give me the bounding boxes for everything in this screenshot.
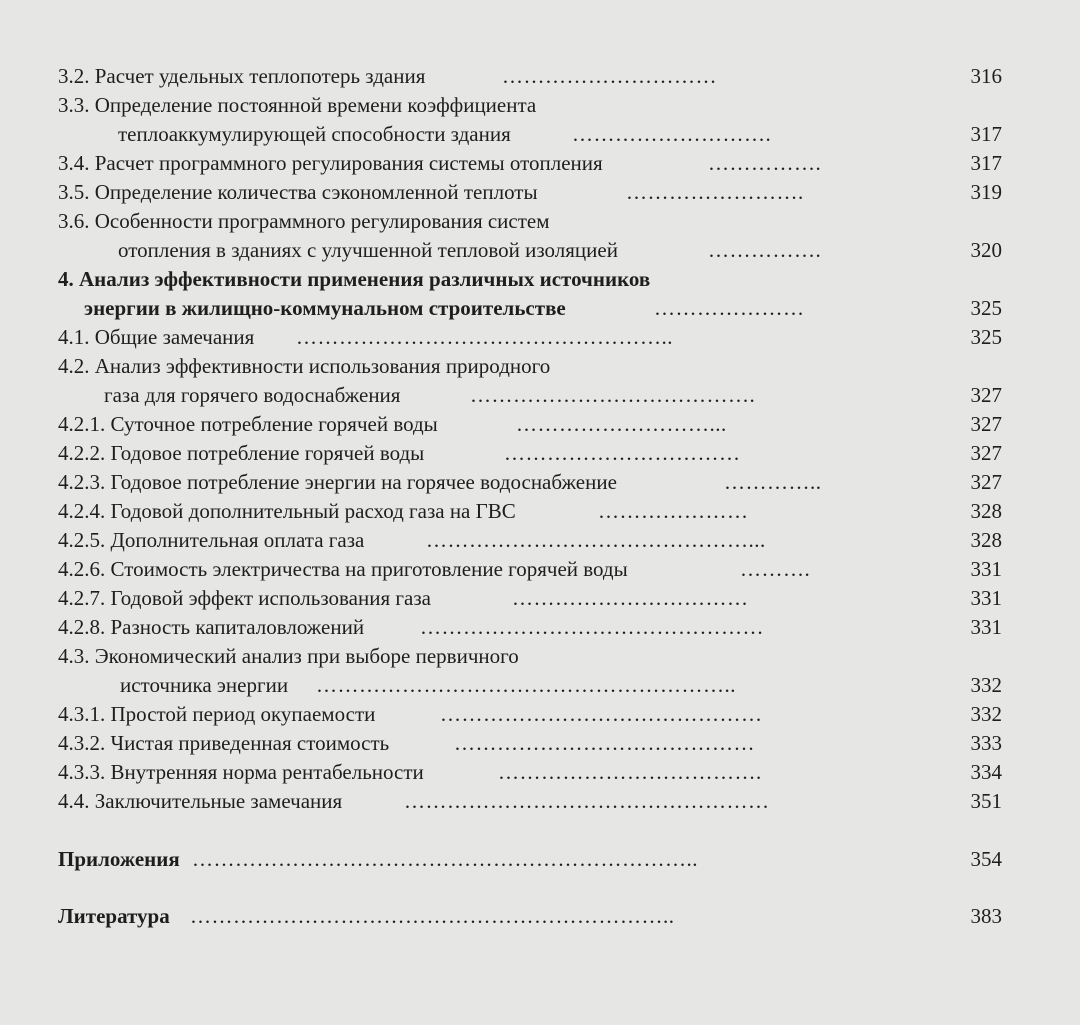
toc-entry-text: газа для горячего водоснабжения — [104, 383, 401, 407]
toc-entry-text: Приложения — [58, 847, 180, 871]
toc-entry-text: отопления в зданиях с улучшенной тепловой изоляцией — [118, 238, 618, 262]
toc-page-number: 325 — [970, 325, 1002, 349]
toc-page-number: 334 — [970, 760, 1002, 784]
toc-leader-dots: ………………………. — [572, 122, 772, 146]
toc-leader-dots: ………………………………. — [498, 760, 762, 784]
toc-entry-text: 4.3. Экономический анализ при выборе первичного — [58, 644, 519, 668]
toc-page-number: 351 — [970, 789, 1002, 813]
toc-leader-dots: …………………………… — [504, 441, 741, 465]
toc-page-number: 316 — [970, 64, 1002, 88]
toc-leader-dots: ………….. — [724, 470, 822, 494]
toc-entry-text: 3.4. Расчет программного регулирования системы отопления — [58, 151, 603, 175]
toc-page-number: 383 — [970, 904, 1002, 928]
toc-entry-text: 4.2.7. Годовой эффект использования газа — [58, 586, 431, 610]
toc-entry-text: 4.3.1. Простой период окупаемости — [58, 702, 376, 726]
toc-entry-text: источника энергии — [120, 673, 289, 697]
toc-leader-dots: ……………. — [708, 151, 822, 175]
toc-page-number: 333 — [970, 731, 1002, 755]
toc-leader-dots: ………………………... — [516, 412, 727, 436]
toc-entry-text: 4.2.8. Разность капиталовложений — [58, 615, 365, 639]
toc-leader-dots: ………………………………………… — [420, 615, 764, 639]
toc-page-number: 320 — [970, 238, 1002, 262]
toc-page-number: 327 — [970, 441, 1002, 465]
toc-page-number: 331 — [970, 586, 1002, 610]
toc-leader-dots: ………………………………………………….. — [316, 673, 736, 697]
toc-entry-text: 4.3.2. Чистая приведенная стоимость — [58, 731, 390, 755]
toc-leader-dots: ………………… — [654, 296, 805, 320]
toc-leader-dots: ………………………………………... — [426, 528, 766, 552]
toc-leader-dots: …………………………………. — [470, 383, 756, 407]
toc-page-number: 327 — [970, 383, 1002, 407]
toc-page-number: 319 — [970, 180, 1002, 204]
toc-page-number: 327 — [970, 412, 1002, 436]
toc-entry-text: 3.6. Особенности программного регулирования систем — [58, 209, 550, 233]
toc-entry-text: 3.3. Определение постоянной времени коэффициента — [58, 93, 537, 117]
toc-entry-text: 3.2. Расчет удельных теплопотерь здания — [58, 64, 426, 88]
toc-page-number: 317 — [970, 151, 1002, 175]
toc-leader-dots: …………………………………………… — [404, 789, 770, 813]
toc-leader-dots: ……………………………………… — [440, 702, 763, 726]
toc-leader-dots: …………………………………………….. — [296, 325, 673, 349]
toc-page-number: 327 — [970, 470, 1002, 494]
toc-leader-dots: …………………………… — [512, 586, 749, 610]
toc-entry-text: 4.2.1. Суточное потребление горячей воды — [58, 412, 438, 436]
toc-entry-text: 4.2.3. Годовое потребление энергии на горячее водоснабжение — [58, 470, 617, 494]
toc-entry-text: 4.1. Общие замечания — [58, 325, 255, 349]
toc-entry-text: Литература — [58, 904, 170, 928]
toc-page-number: 328 — [970, 528, 1002, 552]
toc-entry-text: 3.5. Определение количества сэкономленной теплоты — [58, 180, 538, 204]
toc-entry-text: 4.2. Анализ эффективности использования природного — [58, 354, 551, 378]
toc-page-number: 317 — [970, 122, 1002, 146]
toc-entry-text: 4.2.6. Стоимость электричества на приготовление горячей воды — [58, 557, 628, 581]
toc-leader-dots: …………………………………… — [454, 731, 755, 755]
toc-entry-text: 4. Анализ эффективности применения различных источников — [58, 267, 651, 291]
toc-entry-text: 4.2.2. Годовое потребление горячей воды — [58, 441, 425, 465]
toc-entry-text: 4.3.3. Внутренняя норма рентабельности — [58, 760, 424, 784]
toc-page-number: 354 — [970, 847, 1002, 871]
toc-entry-text: энергии в жилищно-коммунальном строительстве — [84, 296, 566, 320]
toc-leader-dots: ……………………. — [626, 180, 804, 204]
toc-leader-dots: ………………… — [598, 499, 749, 523]
toc-page-number: 331 — [970, 615, 1002, 639]
toc-entry-text: 4.2.4. Годовой дополнительный расход газа на ГВС — [58, 499, 516, 523]
toc-entry-text: 4.2.5. Дополнительная оплата газа — [58, 528, 365, 552]
toc-page-number: 328 — [970, 499, 1002, 523]
toc-entry-text: теплоаккумулирующей способности здания — [118, 122, 511, 146]
toc-page-number: 331 — [970, 557, 1002, 581]
toc-leader-dots: ……………. — [708, 238, 822, 262]
toc-leader-dots: ………………………………………………………….. — [190, 904, 675, 928]
toc-page-number: 325 — [970, 296, 1002, 320]
toc-leader-dots: …………………………………………………………….. — [192, 847, 698, 871]
toc-entry-text: 4.4. Заключительные замечания — [58, 789, 343, 813]
toc-page-number: 332 — [970, 673, 1002, 697]
toc-leader-dots: ………. — [740, 557, 811, 581]
toc-page-number: 332 — [970, 702, 1002, 726]
toc-leader-dots: ………………………… — [502, 64, 717, 88]
